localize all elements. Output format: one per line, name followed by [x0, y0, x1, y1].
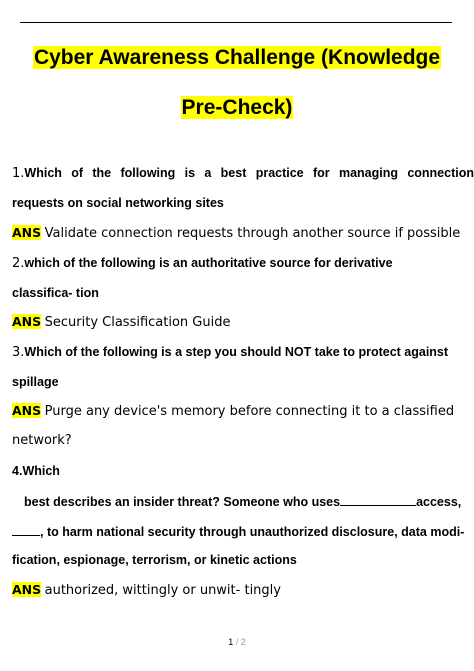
question-4-line4: fication, espionage, terrorism, or kinetic actions — [12, 553, 297, 567]
blank-line — [12, 523, 40, 536]
question-1-line2: requests on social networking sites — [12, 196, 224, 210]
question-4-line2: best describes an insider threat? Someone who uses access, — [24, 495, 462, 509]
answer-1: ANS Validate connection requests through another source if possible — [12, 225, 461, 241]
question-1-line1: 1.Which of the following is a best practice for managing connection — [12, 166, 474, 181]
document-title-line2: Pre-Check) — [181, 96, 293, 119]
document-title-line1: Cyber Awareness Challenge (Knowledge — [33, 46, 441, 69]
answer-2: ANS Security Classification Guide — [12, 314, 231, 330]
ans-label: ANS — [12, 582, 42, 597]
question-2-line1: 2.which of the following is an authoritative source for derivative — [12, 256, 393, 271]
ans-label: ANS — [12, 225, 42, 240]
answer-4: ANS authorized, wittingly or unwit- tingly — [12, 582, 281, 598]
page-number: 1 / 2 — [228, 637, 246, 647]
question-4-line1: 4.Which — [12, 464, 60, 478]
blank-line — [340, 493, 416, 506]
ans-label: ANS — [12, 403, 42, 418]
question-2-line2: classifica- tion — [12, 286, 99, 300]
top-rule — [20, 22, 452, 23]
answer-3-line2: network? — [12, 433, 72, 448]
question-3-line2: spillage — [12, 375, 59, 389]
ans-label: ANS — [12, 314, 42, 329]
question-3-line1: 3.Which of the following is a step you should NOT take to protect against — [12, 345, 449, 360]
question-4-line3: , to harm national security through unauthorized disclosure, data modi- — [12, 523, 464, 540]
answer-3-line1: ANS Purge any device's memory before connecting it to a classified — [12, 403, 455, 419]
